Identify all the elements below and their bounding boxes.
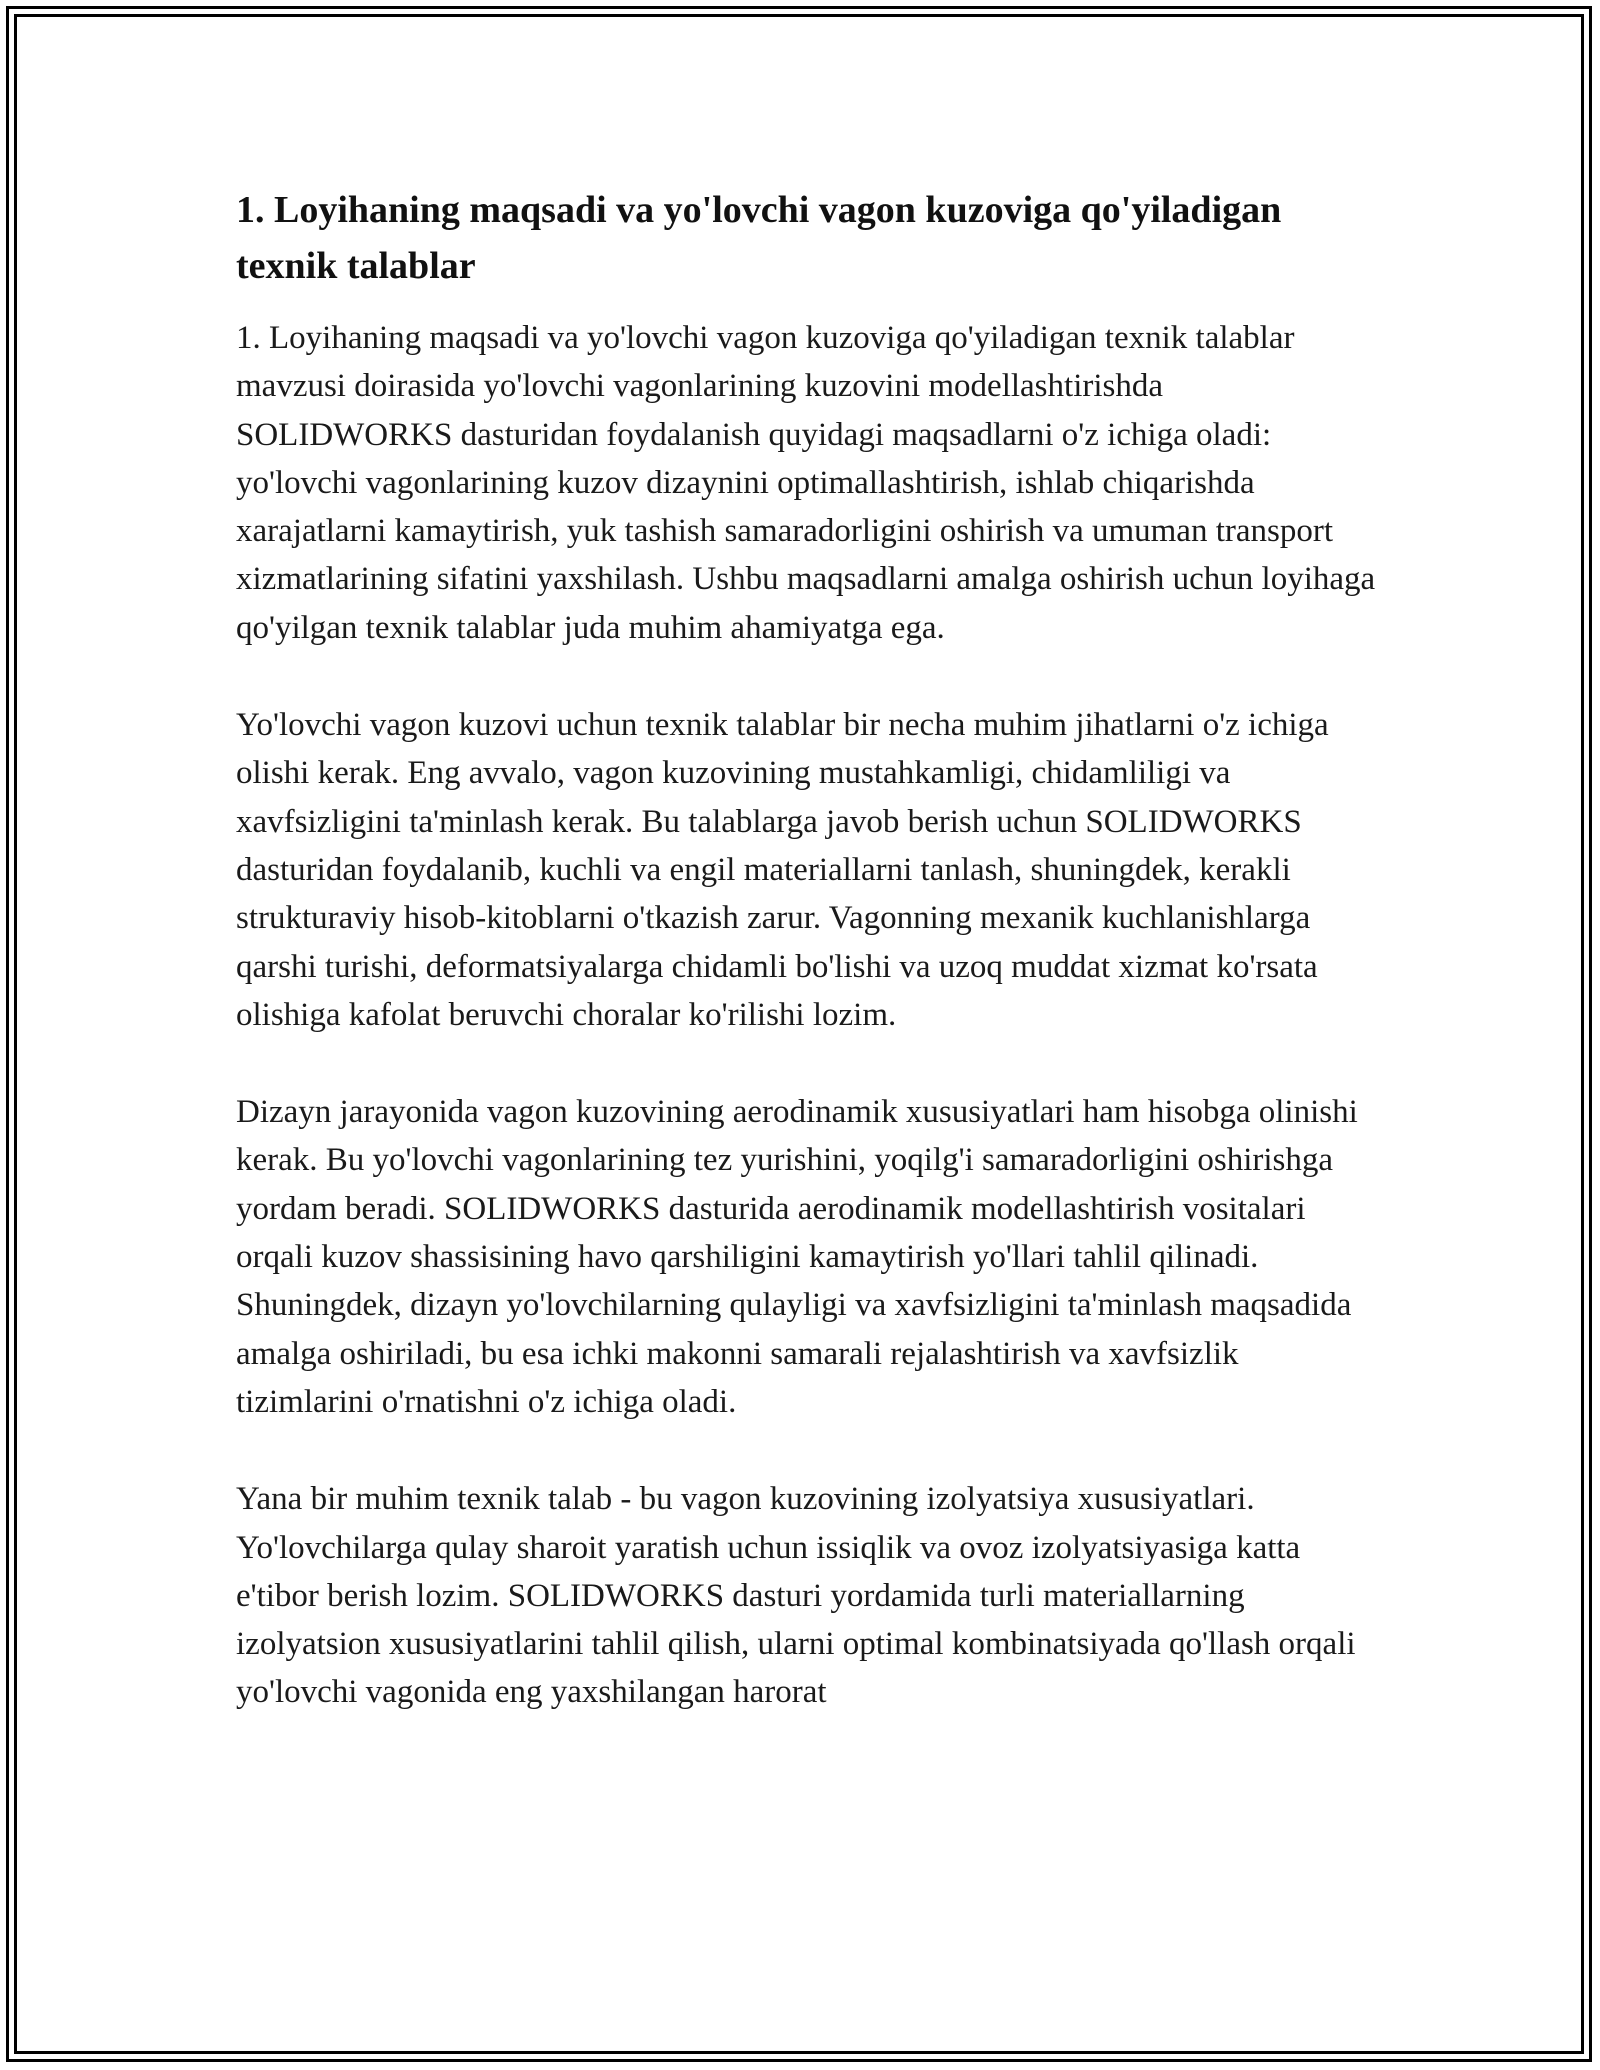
paragraph-3: Dizayn jarayonida vagon kuzovining aerodinamik xususiyatlari ham hisobga olinishi kerak. Bu yo'lovchi vagonlarining tez yurishini, yoqilg'i samaradorligini oshirishga yordam beradi. SOLIDWORKS dasturida aerodinamik modellashtirish vositalari orqali kuzov shassisining havo qarshiligini kamaytirish yo'llari tahlil qilinadi. Shuningdek, dizayn yo'lovchilarning qulayligi va xavfsizligini ta'minlash maqsadida amalga oshiriladi, bu esa ichki makonni samarali rejalashtirish va xavfsizlik tizimlarini o'rnatishni o'z ichiga oladi. — [236, 1094, 1358, 1420]
document-body — [236, 182, 1376, 1766]
paragraph-4: Yana bir muhim texnik talab - bu vagon kuzovining izolyatsiya xususiyatlari. Yo'lovchilarga qulay sharoit yaratish uchun issiqlik va ovoz izolyatsiyasiga katta e'tibor berish lozim. SOLIDWORKS dasturi yordamida turli materiallarning izolyatsion xususiyatlarini tahlil qilish, ularni optimal kombinatsiyada qo'llash orqali yo'lovchi vagonida eng yaxshilangan harorat — [236, 1481, 1356, 1711]
paragraph-1: 1. Loyihaning maqsadi va yo'lovchi vagon kuzoviga qo'yiladigan texnik talablar mavzusi doirasida yo'lovchi vagonlarining kuzovini modellashtirishda SOLIDWORKS dasturidan foydalanish quyidagi maqsadlarni o'z ichiga oladi: yo'lovchi vagonlarining kuzov dizaynini optimallashtirish, ishlab chiqarishda xarajatlarni kamaytirish, yuk tashish samaradorligini oshirish va umuman transport xizmatlarining sifatini yaxshilash. Ushbu maqsadlarni amalga oshirish uchun loyihaga qo'yilgan texnik talablar juda muhim ahamiyatga ega. — [236, 320, 1376, 646]
section-heading: 1. Loyihaning maqsadi va yo'lovchi vagon kuzoviga qo'yiladigan texnik talablar — [236, 189, 1282, 287]
paragraph-2: Yo'lovchi vagon kuzovi uchun texnik talablar bir necha muhim jihatlarni o'z ichiga olishi kerak. Eng avvalo, vagon kuzovining mustahkamligi, chidamliligi va xavfsizligini ta'minlash kerak. Bu talablarga javob berish uchun SOLIDWORKS dasturidan foydalanib, kuchli va engil materiallarni tanlash, shuningdek, kerakli strukturaviy hisob-kitoblarni o'tkazish zarur. Vagonning mexanik kuchlanishlarga qarshi turishi, deformatsiyalarga chidamli bo'lishi va uzoq muddat xizmat ko'rsata olishiga kafolat beruvchi choralar ko'rilishi lozim. — [236, 707, 1329, 1033]
